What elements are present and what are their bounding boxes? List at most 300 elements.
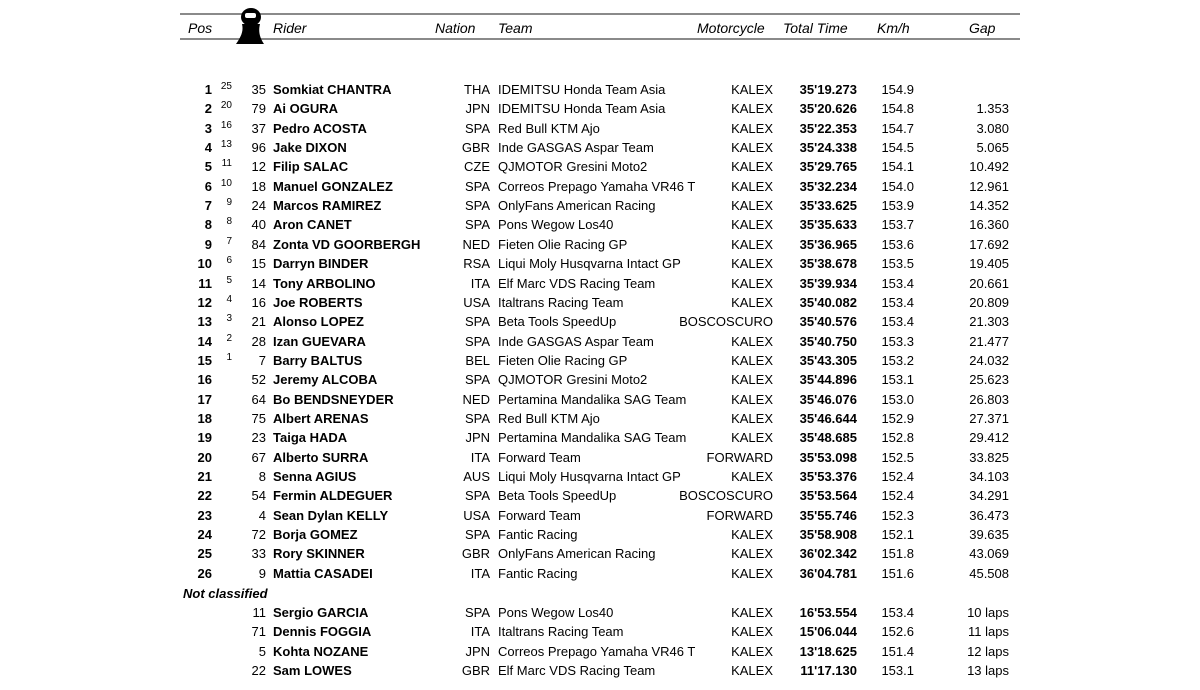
position-cell: 6 — [204, 178, 212, 194]
rider-name-cell: Fermin ALDEGUER — [273, 488, 393, 504]
team-cell: Red Bull KTM Ajo — [498, 120, 600, 136]
total-time-cell: 36'02.342 — [799, 546, 857, 562]
motorcycle-cell: KALEX — [731, 527, 773, 543]
gap-cell: 14.352 — [969, 198, 1009, 214]
points-cell: 1 — [226, 351, 232, 363]
position-cell: 16 — [197, 372, 212, 388]
position-cell: 22 — [197, 488, 212, 504]
rider-number-cell: 84 — [251, 236, 266, 252]
table-row — [0, 334, 1200, 353]
total-time-cell: 35'46.644 — [799, 410, 857, 426]
position-cell: 3 — [204, 120, 212, 136]
table-row — [0, 217, 1200, 236]
speed-cell: 151.4 — [881, 643, 914, 659]
not-classified-title: Not classified — [183, 586, 268, 601]
rider-name-cell: Pedro ACOSTA — [273, 120, 367, 136]
position-cell: 15 — [197, 352, 212, 368]
gap-cell: 24.032 — [969, 352, 1009, 368]
total-time-cell: 35'33.625 — [799, 198, 857, 214]
table-row — [0, 469, 1200, 488]
rider-name-cell: Taiga HADA — [273, 430, 348, 446]
team-cell: Fantic Racing — [498, 565, 578, 581]
table-row — [0, 276, 1200, 295]
position-cell: 5 — [204, 159, 212, 175]
rider-name-cell: Barry BALTUS — [273, 352, 363, 368]
rider-number-cell: 22 — [251, 662, 266, 678]
total-time-cell: 13'18.625 — [799, 643, 857, 659]
rider-number-cell: 96 — [251, 140, 266, 156]
motorcycle-cell: FORWARD — [706, 449, 773, 465]
motorcycle-cell: KALEX — [731, 275, 773, 291]
total-time-cell: 36'04.781 — [799, 565, 857, 581]
gap-cell: 36.473 — [969, 507, 1009, 523]
total-time-cell: 35'44.896 — [799, 372, 857, 388]
nation-cell: SPA — [464, 333, 490, 349]
rider-number-cell: 12 — [251, 159, 266, 175]
header-kmh: Km/h — [877, 20, 910, 36]
table-row — [0, 566, 1200, 585]
nation-cell: USA — [463, 507, 490, 523]
team-cell: Elf Marc VDS Racing Team — [498, 275, 656, 291]
gap-cell: 45.508 — [969, 565, 1009, 581]
speed-cell: 154.9 — [881, 82, 914, 97]
position-cell: 25 — [197, 546, 212, 562]
rider-number-cell: 37 — [251, 120, 266, 136]
gap-cell: 11 laps — [968, 624, 1009, 640]
motorcycle-cell: KALEX — [731, 662, 773, 678]
position-cell: 19 — [197, 430, 212, 446]
table-row — [0, 546, 1200, 565]
nation-cell: CZE — [464, 159, 490, 175]
total-time-cell: 35'22.353 — [799, 120, 857, 136]
team-cell: Liqui Moly Husqvarna Intact GP — [498, 469, 681, 484]
motorcycle-cell: KALEX — [731, 101, 773, 117]
table-row — [0, 314, 1200, 333]
rider-name-cell: Darryn BINDER — [273, 256, 369, 272]
speed-cell: 154.5 — [881, 140, 914, 156]
speed-cell: 153.2 — [881, 352, 914, 368]
gap-cell: 12.961 — [969, 178, 1009, 194]
rider-number-cell: 71 — [251, 624, 266, 640]
total-time-cell: 35'35.633 — [799, 217, 857, 233]
total-time-cell: 35'53.098 — [799, 449, 857, 465]
rider-number-cell: 16 — [251, 294, 266, 310]
speed-cell: 154.0 — [881, 178, 914, 194]
speed-cell: 153.4 — [881, 275, 914, 291]
gap-cell: 13 laps — [967, 662, 1009, 678]
total-time-cell: 35'40.750 — [799, 333, 857, 349]
nation-cell: USA — [463, 294, 490, 310]
motorcycle-cell: KALEX — [731, 333, 773, 349]
position-cell: 7 — [204, 198, 212, 214]
position-cell: 17 — [197, 391, 212, 407]
gap-cell: 43.069 — [969, 546, 1009, 562]
team-cell: QJMOTOR Gresini Moto2 — [498, 159, 648, 175]
header-motorcycle: Motorcycle — [697, 20, 765, 36]
nation-cell: BEL — [465, 352, 490, 368]
position-cell: 12 — [197, 294, 212, 310]
motorcycle-cell: KALEX — [731, 82, 773, 97]
rider-number-cell: 18 — [251, 178, 266, 194]
motorcycle-cell: BOSCOSCURO — [679, 488, 773, 504]
speed-cell: 152.9 — [881, 410, 914, 426]
rider-name-cell: Zonta VD GOORBERGH — [273, 236, 421, 252]
team-cell: Correos Prepago Yamaha VR46 T — [498, 643, 696, 659]
rider-number-cell: 5 — [258, 643, 266, 659]
points-cell: 20 — [220, 100, 232, 112]
gap-cell: 10.492 — [969, 159, 1009, 175]
nation-cell: GBR — [461, 140, 490, 156]
total-time-cell: 11'17.130 — [800, 662, 857, 678]
gap-cell: 21.477 — [969, 333, 1009, 349]
rider-name-cell: Jake DIXON — [273, 140, 347, 156]
table-row — [0, 159, 1200, 178]
team-cell: Fantic Racing — [498, 527, 578, 543]
motorcycle-cell: KALEX — [731, 624, 773, 640]
team-cell: Inde GASGAS Aspar Team — [498, 333, 654, 349]
team-cell: Inde GASGAS Aspar Team — [498, 140, 654, 156]
total-time-cell: 16'53.554 — [799, 605, 857, 620]
rider-number-cell: 21 — [251, 314, 266, 330]
table-row — [0, 624, 1200, 643]
rider-name-cell: Marcos RAMIREZ — [273, 198, 382, 214]
rider-number-cell: 4 — [258, 507, 266, 523]
nation-cell: NED — [462, 391, 490, 407]
team-cell: Italtrans Racing Team — [498, 624, 624, 640]
gap-cell: 27.371 — [969, 410, 1009, 426]
motorcycle-cell: FORWARD — [706, 507, 773, 523]
position-cell: 24 — [197, 527, 212, 543]
gap-cell: 10 laps — [967, 605, 1009, 620]
gap-cell: 29.412 — [969, 430, 1009, 446]
total-time-cell: 35'48.685 — [799, 430, 857, 446]
table-row — [0, 121, 1200, 140]
rider-name-cell: Izan GUEVARA — [273, 333, 366, 349]
nation-cell: NED — [462, 236, 490, 252]
motorcycle-cell: KALEX — [731, 391, 773, 407]
team-cell: QJMOTOR Gresini Moto2 — [498, 372, 648, 388]
motorcycle-cell: KALEX — [731, 565, 773, 581]
points-cell: 16 — [220, 119, 232, 131]
rider-number-cell: 35 — [251, 82, 266, 97]
nation-cell: SPA — [464, 178, 490, 194]
points-cell: 3 — [226, 313, 232, 325]
gap-cell: 20.809 — [969, 294, 1009, 310]
position-cell: 9 — [204, 236, 212, 252]
speed-cell: 153.4 — [881, 294, 914, 310]
team-cell: Correos Prepago Yamaha VR46 T — [498, 178, 696, 194]
position-cell: 23 — [197, 507, 212, 523]
nation-cell: THA — [464, 82, 490, 97]
header-team: Team — [498, 20, 533, 36]
nation-cell: GBR — [461, 546, 490, 562]
motorcycle-cell: KALEX — [731, 159, 773, 175]
points-cell: 9 — [226, 197, 232, 209]
position-cell: 21 — [197, 469, 212, 484]
table-row — [0, 140, 1200, 159]
gap-cell: 1.353 — [976, 101, 1009, 117]
table-row — [0, 430, 1200, 449]
rider-name-cell: Sam LOWES — [273, 662, 352, 678]
team-cell: OnlyFans American Racing — [498, 198, 656, 214]
motorcycle-cell: KALEX — [731, 430, 773, 446]
points-cell: 25 — [220, 81, 232, 92]
rider-name-cell: Sergio GARCIA — [273, 605, 369, 620]
rider-name-cell: Bo BENDSNEYDER — [273, 391, 394, 407]
gap-cell: 20.661 — [969, 275, 1009, 291]
rider-number-cell: 79 — [251, 101, 266, 117]
speed-cell: 151.6 — [881, 565, 914, 581]
rider-name-cell: Borja GOMEZ — [273, 527, 358, 543]
total-time-cell: 35'58.908 — [799, 527, 857, 543]
position-cell: 8 — [204, 217, 212, 233]
position-cell: 13 — [197, 314, 212, 330]
position-cell: 2 — [204, 101, 212, 117]
total-time-cell: 35'55.746 — [799, 507, 857, 523]
nation-cell: AUS — [463, 469, 490, 484]
table-row — [0, 101, 1200, 120]
rider-name-cell: Manuel GONZALEZ — [273, 178, 393, 194]
rider-number-cell: 14 — [251, 275, 266, 291]
speed-cell: 153.3 — [881, 333, 914, 349]
rider-number-cell: 33 — [251, 546, 266, 562]
table-row — [0, 392, 1200, 411]
table-row — [0, 256, 1200, 275]
rider-name-cell: Mattia CASADEI — [273, 565, 373, 581]
speed-cell: 152.3 — [881, 507, 914, 523]
total-time-cell: 35'38.678 — [799, 256, 857, 272]
header-nation: Nation — [435, 20, 476, 36]
rider-name-cell: Kohta NOZANE — [273, 643, 369, 659]
team-cell: Beta Tools SpeedUp — [498, 314, 617, 330]
motorcycle-cell: KALEX — [731, 372, 773, 388]
nation-cell: SPA — [464, 198, 490, 214]
nation-cell: ITA — [470, 449, 490, 465]
speed-cell: 153.9 — [881, 198, 914, 214]
nation-cell: RSA — [463, 256, 490, 272]
total-time-cell: 35'29.765 — [799, 159, 857, 175]
rider-name-cell: Sean Dylan KELLY — [273, 507, 389, 523]
motorcycle-cell: KALEX — [731, 236, 773, 252]
team-cell: IDEMITSU Honda Team Asia — [498, 82, 666, 97]
rider-name-cell: Alberto SURRA — [273, 449, 369, 465]
gap-cell: 16.360 — [969, 217, 1009, 233]
speed-cell: 152.5 — [881, 449, 914, 465]
speed-cell: 153.5 — [881, 256, 914, 272]
nation-cell: GBR — [461, 662, 490, 678]
header-gap: Gap — [969, 20, 996, 36]
position-cell: 10 — [197, 256, 212, 272]
team-cell: Pertamina Mandalika SAG Team — [498, 391, 687, 407]
table-row — [0, 605, 1200, 624]
points-cell: 13 — [220, 139, 232, 151]
team-cell: Beta Tools SpeedUp — [498, 488, 617, 504]
rider-number-cell: 28 — [251, 333, 266, 349]
team-cell: Pons Wegow Los40 — [498, 217, 614, 233]
table-row — [0, 237, 1200, 256]
rider-name-cell: Senna AGIUS — [273, 469, 357, 484]
rider-number-cell: 72 — [251, 527, 266, 543]
points-cell: 6 — [226, 255, 232, 267]
rider-name-cell: Tony ARBOLINO — [273, 275, 376, 291]
nation-cell: SPA — [464, 527, 490, 543]
team-cell: Pertamina Mandalika SAG Team — [498, 430, 687, 446]
rider-helmet-icon — [230, 4, 272, 46]
total-time-cell: 35'46.076 — [799, 391, 857, 407]
table-row — [0, 353, 1200, 372]
position-cell: 14 — [197, 333, 212, 349]
nation-cell: SPA — [464, 217, 490, 233]
speed-cell: 152.4 — [881, 469, 914, 484]
nation-cell: SPA — [464, 488, 490, 504]
table-row — [0, 488, 1200, 507]
rider-name-cell: Aron CANET — [273, 217, 352, 233]
nation-cell: ITA — [470, 275, 490, 291]
motorcycle-cell: KALEX — [731, 294, 773, 310]
rider-number-cell: 64 — [251, 391, 266, 407]
motorcycle-cell: KALEX — [731, 178, 773, 194]
gap-cell: 26.803 — [969, 391, 1009, 407]
points-cell: 4 — [226, 293, 232, 305]
rider-name-cell: Albert ARENAS — [273, 410, 369, 426]
total-time-cell: 35'20.626 — [799, 101, 857, 117]
table-row — [0, 411, 1200, 430]
rider-name-cell: Ai OGURA — [273, 101, 338, 117]
gap-cell: 34.291 — [969, 488, 1009, 504]
table-row — [0, 198, 1200, 217]
rider-number-cell: 40 — [251, 217, 266, 233]
team-cell: Fieten Olie Racing GP — [498, 236, 628, 252]
motorcycle-cell: KALEX — [731, 605, 773, 620]
speed-cell: 152.8 — [881, 430, 914, 446]
total-time-cell: 35'53.564 — [799, 488, 857, 504]
speed-cell: 154.8 — [881, 101, 914, 117]
speed-cell: 152.6 — [881, 624, 914, 640]
nation-cell: SPA — [464, 120, 490, 136]
speed-cell: 154.7 — [881, 120, 914, 136]
table-row — [0, 450, 1200, 469]
table-row — [0, 508, 1200, 527]
total-time-cell: 35'43.305 — [799, 352, 857, 368]
header-bottom-rule — [180, 38, 1020, 40]
rider-number-cell: 52 — [251, 372, 266, 388]
speed-cell: 152.1 — [881, 527, 914, 543]
points-cell: 5 — [226, 274, 232, 286]
total-time-cell: 35'53.376 — [799, 469, 857, 484]
speed-cell: 153.6 — [881, 236, 914, 252]
position-cell: 26 — [197, 565, 212, 581]
team-cell: Elf Marc VDS Racing Team — [498, 662, 656, 678]
rider-number-cell: 67 — [251, 449, 266, 465]
rider-name-cell: Dennis FOGGIA — [273, 624, 372, 640]
team-cell: OnlyFans American Racing — [498, 546, 656, 562]
points-cell: 7 — [226, 235, 232, 247]
speed-cell: 153.4 — [881, 605, 914, 620]
table-row — [0, 644, 1200, 663]
team-cell: Forward Team — [498, 507, 581, 523]
table-row — [0, 82, 1200, 101]
table-row — [0, 372, 1200, 391]
speed-cell: 152.4 — [881, 488, 914, 504]
position-cell: 18 — [197, 410, 212, 426]
motorcycle-cell: KALEX — [731, 198, 773, 214]
motorcycle-cell: KALEX — [731, 643, 773, 659]
motorcycle-cell: KALEX — [731, 217, 773, 233]
speed-cell: 153.1 — [881, 662, 914, 678]
team-cell: Liqui Moly Husqvarna Intact GP — [498, 256, 681, 272]
nation-cell: ITA — [470, 565, 490, 581]
speed-cell: 153.1 — [881, 372, 914, 388]
speed-cell: 153.4 — [881, 314, 914, 330]
motorcycle-cell: KALEX — [731, 256, 773, 272]
rider-number-cell: 15 — [251, 256, 266, 272]
nation-cell: JPN — [465, 643, 490, 659]
team-cell: IDEMITSU Honda Team Asia — [498, 101, 666, 117]
position-cell: 20 — [197, 449, 212, 465]
motorcycle-cell: KALEX — [731, 120, 773, 136]
rider-number-cell: 7 — [258, 352, 266, 368]
nation-cell: SPA — [464, 605, 490, 620]
table-row — [0, 179, 1200, 198]
speed-cell: 151.8 — [881, 546, 914, 562]
motorcycle-cell: KALEX — [731, 469, 773, 484]
gap-cell: 17.692 — [969, 236, 1009, 252]
rider-number-cell: 75 — [251, 410, 266, 426]
table-row — [0, 663, 1200, 682]
position-cell: 4 — [204, 140, 212, 156]
rider-number-cell: 11 — [252, 605, 266, 620]
motorcycle-cell: KALEX — [731, 410, 773, 426]
table-row — [0, 295, 1200, 314]
team-cell: Forward Team — [498, 449, 581, 465]
nation-cell: ITA — [470, 624, 490, 640]
total-time-cell: 35'36.965 — [799, 236, 857, 252]
gap-cell: 3.080 — [976, 120, 1009, 136]
nation-cell: SPA — [464, 372, 490, 388]
motorcycle-cell: BOSCOSCURO — [679, 314, 773, 330]
points-cell: 2 — [226, 332, 232, 344]
total-time-cell: 35'39.934 — [799, 275, 857, 291]
total-time-cell: 35'32.234 — [799, 178, 857, 194]
nation-cell: SPA — [464, 410, 490, 426]
team-cell: Italtrans Racing Team — [498, 294, 624, 310]
total-time-cell: 35'40.082 — [799, 294, 857, 310]
motorcycle-cell: KALEX — [731, 352, 773, 368]
nation-cell: JPN — [465, 101, 490, 117]
team-cell: Fieten Olie Racing GP — [498, 352, 628, 368]
rider-name-cell: Somkiat CHANTRA — [273, 82, 392, 97]
gap-cell: 5.065 — [976, 140, 1009, 156]
rider-number-cell: 9 — [258, 565, 266, 581]
points-cell: 10 — [220, 177, 232, 189]
gap-cell: 21.303 — [969, 314, 1009, 330]
speed-cell: 153.0 — [881, 391, 914, 407]
gap-cell: 33.825 — [969, 449, 1009, 465]
points-cell: 11 — [221, 158, 232, 170]
rider-name-cell: Filip SALAC — [273, 159, 349, 175]
total-time-cell: 35'24.338 — [799, 140, 857, 156]
rider-number-cell: 24 — [251, 198, 266, 214]
table-row — [0, 527, 1200, 546]
speed-cell: 154.1 — [881, 159, 914, 175]
header-rider: Rider — [273, 20, 307, 36]
rider-number-cell: 54 — [251, 488, 266, 504]
motorcycle-cell: KALEX — [731, 546, 773, 562]
rider-name-cell: Jeremy ALCOBA — [273, 372, 378, 388]
total-time-cell: 35'40.576 — [799, 314, 857, 330]
team-cell: Pons Wegow Los40 — [498, 605, 614, 620]
gap-cell: 19.405 — [969, 256, 1009, 272]
